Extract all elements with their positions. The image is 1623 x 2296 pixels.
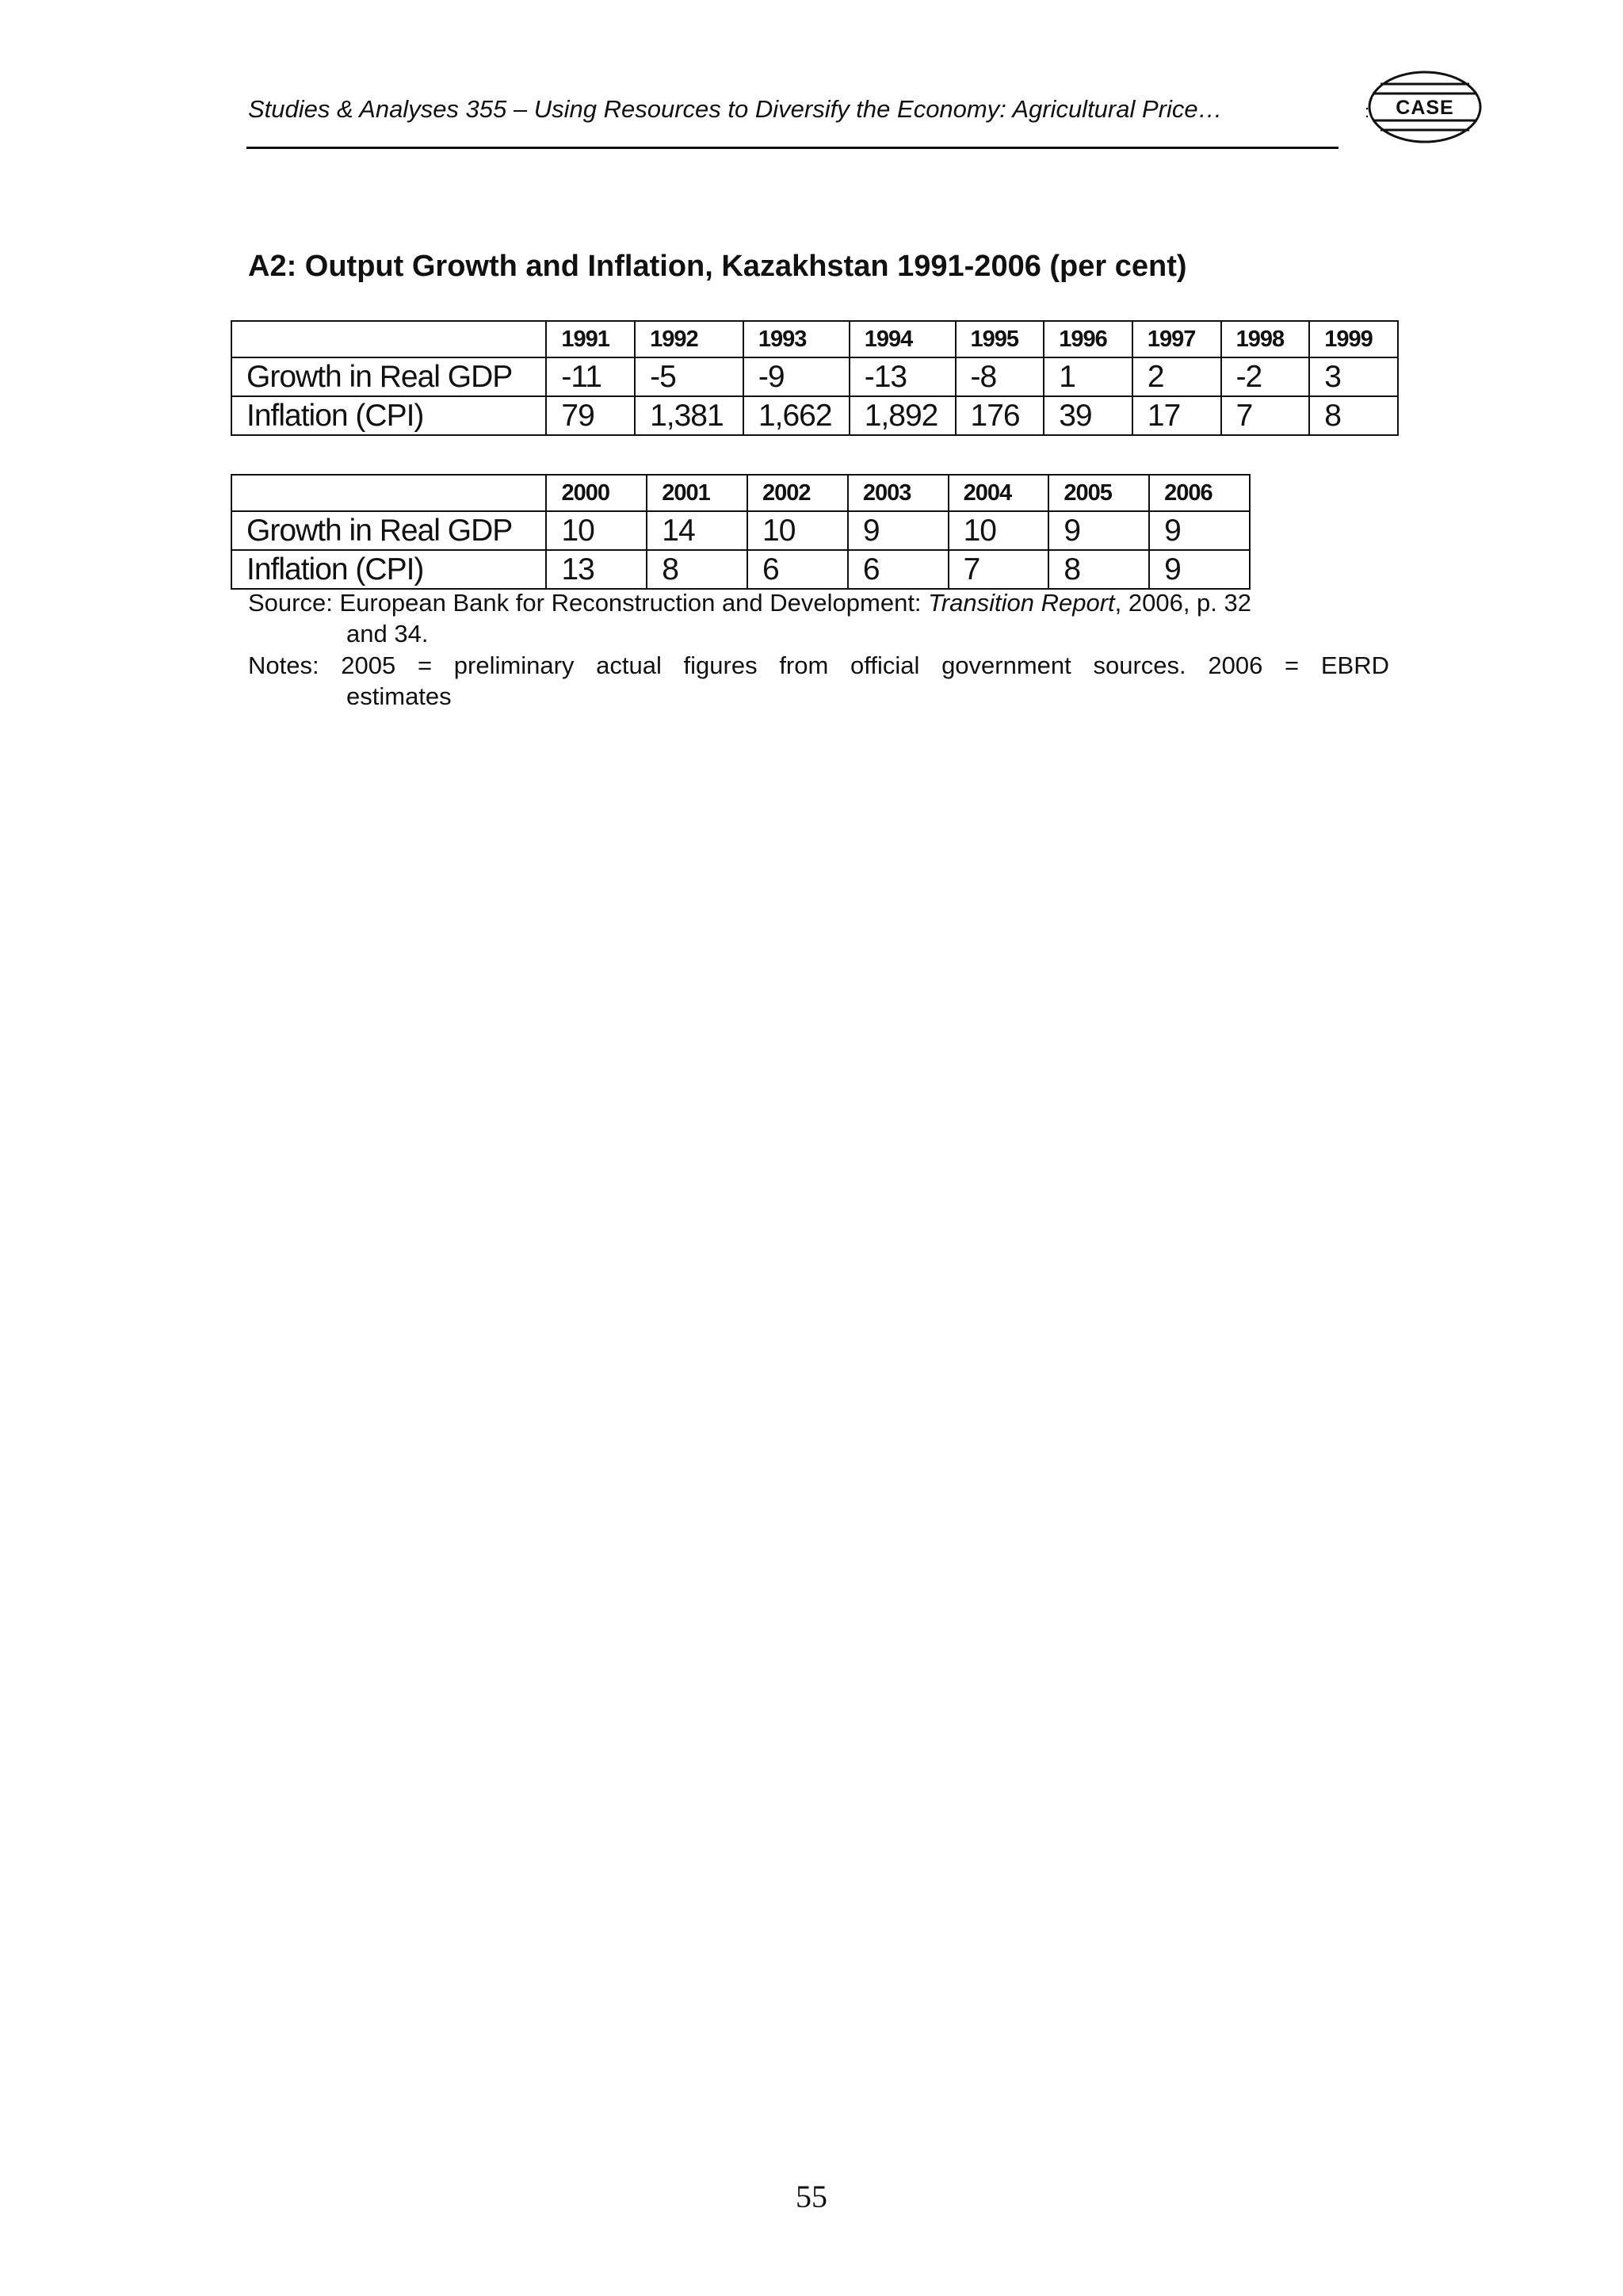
table-cell: 8 — [1309, 396, 1398, 435]
running-header: Studies & Analyses 355 – Using Resources to Diversify the Economy: Agricultural Price… — [248, 95, 1223, 123]
source-note — [248, 587, 1389, 649]
year-header: 2005 — [1048, 475, 1149, 511]
source-publication-title: Transition Report — [928, 589, 1115, 617]
case-logo — [1361, 70, 1482, 144]
year-header: 1992 — [635, 321, 743, 357]
notes — [248, 650, 1389, 712]
year-header: 2002 — [747, 475, 848, 511]
table-cell: 9 — [1149, 511, 1250, 550]
table-header-row — [231, 475, 1250, 511]
table-cell: 9 — [1048, 511, 1149, 550]
year-header: 2000 — [546, 475, 647, 511]
year-header: 2006 — [1149, 475, 1250, 511]
table-header-row — [231, 321, 1398, 357]
table-cell: 10 — [546, 511, 647, 550]
header-corner — [231, 321, 546, 357]
source-line: Source: European Bank for Reconstruction and Development: Transition Report, 2006, p. 32 — [248, 589, 1252, 617]
year-header: 1996 — [1044, 321, 1132, 357]
data-table-2000-2006 — [231, 474, 1251, 590]
table-cell: 6 — [848, 550, 949, 589]
case-logo-text: CASE — [1396, 97, 1454, 119]
table-cell: 8 — [647, 550, 747, 589]
table-cell: 2 — [1132, 357, 1221, 396]
row-label: Growth in Real GDP — [231, 357, 546, 396]
notes-continuation: estimates — [346, 682, 452, 710]
source-continuation: and 34. — [346, 620, 429, 648]
year-header: 2004 — [949, 475, 1049, 511]
table-cell: 1 — [1044, 357, 1132, 396]
table-cell: 1,892 — [850, 396, 956, 435]
table-cell: 10 — [747, 511, 848, 550]
table-cell: 1,662 — [743, 396, 850, 435]
year-header: 1994 — [850, 321, 956, 357]
svg-text::: : — [1365, 101, 1370, 121]
table-cell: 176 — [956, 396, 1044, 435]
table-row — [231, 357, 1398, 396]
table-cell: -11 — [546, 357, 635, 396]
header-corner — [231, 475, 546, 511]
header-divider — [246, 147, 1338, 149]
table-cell: -9 — [743, 357, 850, 396]
table-cell: -13 — [850, 357, 956, 396]
year-header: 1995 — [956, 321, 1044, 357]
table-cell: 17 — [1132, 396, 1221, 435]
table-cell: -2 — [1221, 357, 1310, 396]
table-cell: 10 — [949, 511, 1049, 550]
table-row — [231, 396, 1398, 435]
year-header: 1999 — [1309, 321, 1398, 357]
year-header: 1991 — [546, 321, 635, 357]
year-header: 1998 — [1221, 321, 1310, 357]
table-cell: 8 — [1048, 550, 1149, 589]
data-table-1991-1999 — [231, 320, 1399, 436]
table-cell: 14 — [647, 511, 747, 550]
table-cell: 39 — [1044, 396, 1132, 435]
table-row — [231, 550, 1250, 589]
year-header: 2001 — [647, 475, 747, 511]
table-cell: 9 — [848, 511, 949, 550]
table-cell: -5 — [635, 357, 743, 396]
table-title: A2: Output Growth and Inflation, Kazakhstan 1991-2006 (per cent) — [248, 250, 1187, 283]
table-cell: 7 — [1221, 396, 1310, 435]
year-header: 1997 — [1132, 321, 1221, 357]
row-label: Growth in Real GDP — [231, 511, 546, 550]
notes-line: Notes: 2005 = preliminary actual figures from official government sources. 2006 = EBRD — [248, 651, 1389, 679]
table-cell: -8 — [956, 357, 1044, 396]
year-header: 2003 — [848, 475, 949, 511]
page-number: 55 — [796, 2179, 827, 2214]
table-cell: 6 — [747, 550, 848, 589]
table-row — [231, 511, 1250, 550]
row-label: Inflation (CPI) — [231, 550, 546, 589]
table-cell: 7 — [949, 550, 1049, 589]
table-cell: 9 — [1149, 550, 1250, 589]
row-label: Inflation (CPI) — [231, 396, 546, 435]
year-header: 1993 — [743, 321, 850, 357]
table-cell: 1,381 — [635, 396, 743, 435]
table-cell: 13 — [546, 550, 647, 589]
table-cell: 79 — [546, 396, 635, 435]
table-cell: 3 — [1309, 357, 1398, 396]
